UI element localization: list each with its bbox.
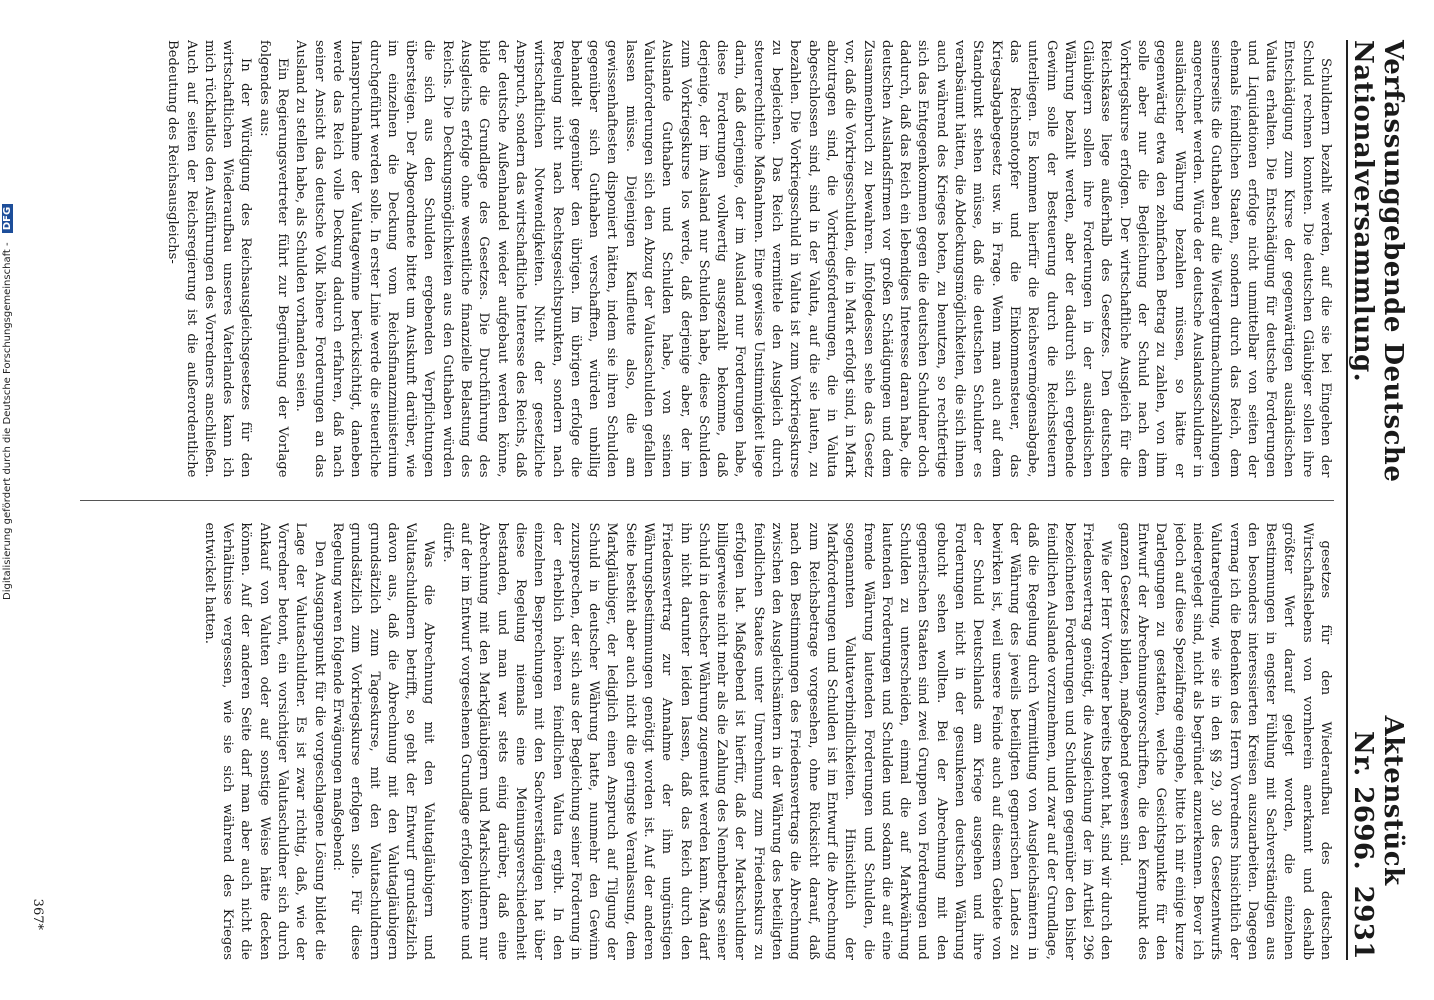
- paragraph: In der Würdigung des Reichsausgleichsgesetzes für den wirtschaftlichen Wiederaufbau unseres Vaterlandes kann ich mich rückhaltlos den Ausführungen des Vorredners anschließen. Auch auf seiten der Reichsregierung ist die außerordentliche Bedeutung des Reichsausgleichs-: [165, 40, 254, 478]
- right-column: [80, 523, 1334, 961]
- paragraph: Wie der Herr Vorredner bereits betont hat, sind wir durch den Friedensvertrag genötigt, die Ausgleichung der im Artikel 296 bezeichneten Forderungen und Schulden gegenüber den bisher feindlichen Auslande vorzunehmen, und zwar auf der Grundlage, daß die Regelung durch Vermittlung von Ausgleichsämtern in der Währung des jeweils beteiligten gegnerischen Landes zu bewirken ist, weil unsere Feinde auch auf diesem Gebiete von der Schuld Deutschlands am Kriege ausgehen und ihre Forderungen nicht in der gesunkenen deutschen Währung gebucht sehen wollten. Bei der Abrechnung mit den gegnerischen Staaten sind zwei Gruppen von Forderungen und Schulden zu unterscheiden, einmal die auf Markwährung lautenden Forderungen und Schulden und sodann die auf eine fremde Währung lautenden Forderungen und Schulden, die sogenannten Valutaverbindlichkeiten. Hinsichtlich der Markforderungen und Schulden ist im Entwurf die Abrechnung zum Reichsbetrage vorgesehen, ohne Rücksicht darauf, daß nach den Bestimmungen des Friedensvertrags die Abrechnung zwischen den Ausgleichsämtern in der Währung des beteiligten feindlichen Staates unter Umrechnung zum Friedenskurs zu erfolgen hat. Maßgebend ist hierfür, daß der Markschuldner billigerweise nicht mehr als die Zahlung des Nennbetrags seiner Schuld in deutscher Währung zugemutet werden kann. Man darf ihn nicht darunter leiden lassen, daß das Reich durch den Friedensvertrag zur Annahme der ihm ungünstigen Währungsbestimmungen genötigt worden ist. Auf der anderen Seite besteht aber auch nicht die geringste Veranlassung, dem Markgläubiger, der lediglich einen Anspruch auf Tilgung der Schuld in deutscher Währung hatte, nunmehr den Gewinn zuzusprechen, der sich aus der Begleichung seiner Forderung in der erheblich höheren feindlichen Valuta ergibt. In den einzelnen Besprechungen mit den Sachverständigen hat über diese Regelung niemals eine Meinungsverschiedenheit bestanden, und man war stets einig darüber, daß eine Abrechnung mit den Markgläubigern und Markschuldnern nur auf der im Entwurf vorgesehenen Grundlage erfolgen könne und dürfe.: [439, 522, 1114, 960]
- left-column: [80, 40, 1334, 478]
- text-columns: [80, 40, 1334, 960]
- paragraph: Ein Regierungsvertreter führt zur Begründung der Vorlage folgendes aus:: [256, 40, 291, 478]
- paragraph: gesetzes für den Wiederaufbau des deutschen Wirtschaftslebens von vornherein anerkannt und deshalb größter Wert darauf gelegt worden, die einzelnen Bestimmungen in engster Fühlung mit Sachverständigen aus den besonders interessierten Kreisen auszuarbeiten. Dagegen vermag ich die Bedenken des Herrn Vorredners hinsichtlich der Valutaregelung, wie sie in den §§ 29, 30 des Gesetzentwurfs niedergelegt sind, nicht als begründet anzuerkennen. Bevor ich jedoch auf diese Spezialfrage eingehe, bitte ich mir einige kurze Darlegungen zu gestatten, welche Gesichtspunkte für den Entwurf der Abrechnungsvorschriften, die den Kernpunkt des ganzen Gesetzes bilden, maßgebend gewesen sind.: [1116, 522, 1333, 960]
- paragraph: Den Ausgangspunkt für die vorgeschlagene Lösung bildet die Lage der Valutaschuldner. Es ist zwar richtig, daß, wie der Vorredner betont, ein vorsichtiger Valutaschuldner sich durch Ankauf von Valuten oder auf sonstige Weise hätte decken können. Auf der anderen Seite darf man aber auch nicht die Verhältnisse vergessen, wie sie sich während des Krieges entwickelt hatten.: [201, 522, 327, 960]
- paragraph: Was die Abrechnung mit den Valutagläubigern und Valutaschuldnern betrifft, so geht der Entwurf grundsätzlich davon aus, daß die Abrechnung mit den Valutagläubigern grundsätzlich zum Tageskurse, mit den Valutaschuldnern grundsätzlich zum Vorkriegskurse erfolgen solle. Für diese Regelung waren folgende Erwägungen maßgebend:: [329, 522, 437, 960]
- paragraph: Schuldnern bezahlt werden, auf die sie bei Eingehen der Schuld rechnen konnten. Die deutschen Gläubiger sollen ihre Entschädigung zum Kurse der gegenwärtigen ausländischen Valuta erhalten. Die Entschädigung für deutsche Forderungen und Liquidationen erfolge nicht unmittelbar von seiten der ehemals feindlichen Staaten, sondern durch das Reich, dem seinerseits die Guthaben auf die Wiedergutmachungszahlungen angerechnet werden. Würde der deutsche Auslandsschuldner in ausländischer Währung bezahlen müssen, so hätte er gegenwärtig etwa den zehnfachen Betrag zu zahlen, von ihm solle aber nur die Begleichung der Schuld nach dem Vorkriegskurse erfolgen. Der wirtschaftliche Ausgleich für die Reichskasse liege außerhalb des Gesetzes. Den deutschen Gläubigern sollen ihre Forderungen in der ausländischen Währung bezahlt werden, aber der dadurch sich ergebende Gewinn solle der Besteuerung durch die Reichssteuern unterliegen. Es kommen hierfür die Reichsvermögensabgabe, das Reichsnotopfer und die Einkommensteuer, das Kriegsabgabegesetz usw. in Frage. Wenn man auch auf dem Standpunkt stehen müsse, daß die deutschen Schuldner es verabsäumt hätten, die Abdeckungsmöglichkeiten, die sich ihnen auch während des Krieges boten, zu benutzen, so rechtfertige sich das Entgegenkommen gegen die deutschen Schuldner doch dadurch, daß das Reich ein lebendiges Interesse daran habe, die deutschen Auslandsfirmen vor großen Schädigungen und dem Zusammenbruch zu bewahren. Infolgedessen sehe das Gesetz vor, daß die Vorkriegsschulden, die in Mark erfolgt sind, in Mark abzutragen sind, die Vorkriegsforderungen, die in Valuta abgeschlossen sind, sind in der Valuta, auf die sie lauten, zu bezahlen. Die Vorkriegsschuld in Valuta ist zum Vorkriegskurse zu begleichen. Das Reich vermittele den Ausgleich durch steuerrechtliche Maßnahmen. Eine gewisse Unstimmigkeit liege darin, daß derjenige, der im Ausland nur Forderungen habe, diese Forderungen vollwertig ausgezahlt bekomme, daß derjenige, der im Ausland nur Schulden habe, diese Schulden zum Vorkriegskurse los werde, daß derjenige aber, der im Auslande Guthaben und Schulden habe, von seinen Valutaforderungen sich den Abzug der Valutaschulden gefallen lassen müsse. Diejenigen Kaufleute also, die am gewissenhaftesten disponiert hätten, indem sie ihren Schulden gegenüber sich Guthaben verschafften, würden unbillig behandelt gegenüber den übrigen. Im übrigen erfolge die Regelung nicht nach Rechtsgesichtspunkten, sondern nach wirtschaftlichen Notwendigkeiten. Nicht der gesetzliche Anspruch, sondern das wirtschaftliche Interesse des Reichs, daß der deutsche Außenhandel wieder aufgebaut werden könne, bilde die Grundlage des Gesetzes. Die Durchführung des Ausgleichs erfolge ohne wesentliche finanzielle Belastung des Reichs. Die Deckungsmöglichkeiten aus den Guthaben würden die sich aus den Schulden ergebenden Verpflichtungen übersteigen. Der Abgeordnete bittet um Auskunft darüber, wie im einzelnen die Deckung vom Reichsfinanzministerium durchgeführt werden solle. In erster Linie werde die steuerliche Inanspruchnahme der Valutagewinne berücksichtigt, daneben werde das Reich volle Deckung dadurch erfahren, daß nach seiner Ansicht das deutsche Volk höhere Forderungen an das Ausland zu stellen habe, als Schulden vorhanden seien.: [293, 40, 1333, 478]
- running-title: Verfassunggebende Deutsche Nationalversammlung.: [1348, 40, 1408, 483]
- page-number-bottom: 367*: [30, 898, 45, 930]
- dfg-logo: DFG: [2, 204, 13, 233]
- digitization-text: Digitalisierung gefördert durch die Deutsche Forschungsgemeinschaft -: [2, 242, 13, 600]
- document-number: Aktenstück Nr. 2696.: [1348, 715, 1408, 886]
- page-number-top: 2931: [1348, 885, 1378, 960]
- page-header: [1346, 40, 1408, 960]
- digitization-note: [2, 204, 13, 600]
- column-divider: [80, 500, 1334, 501]
